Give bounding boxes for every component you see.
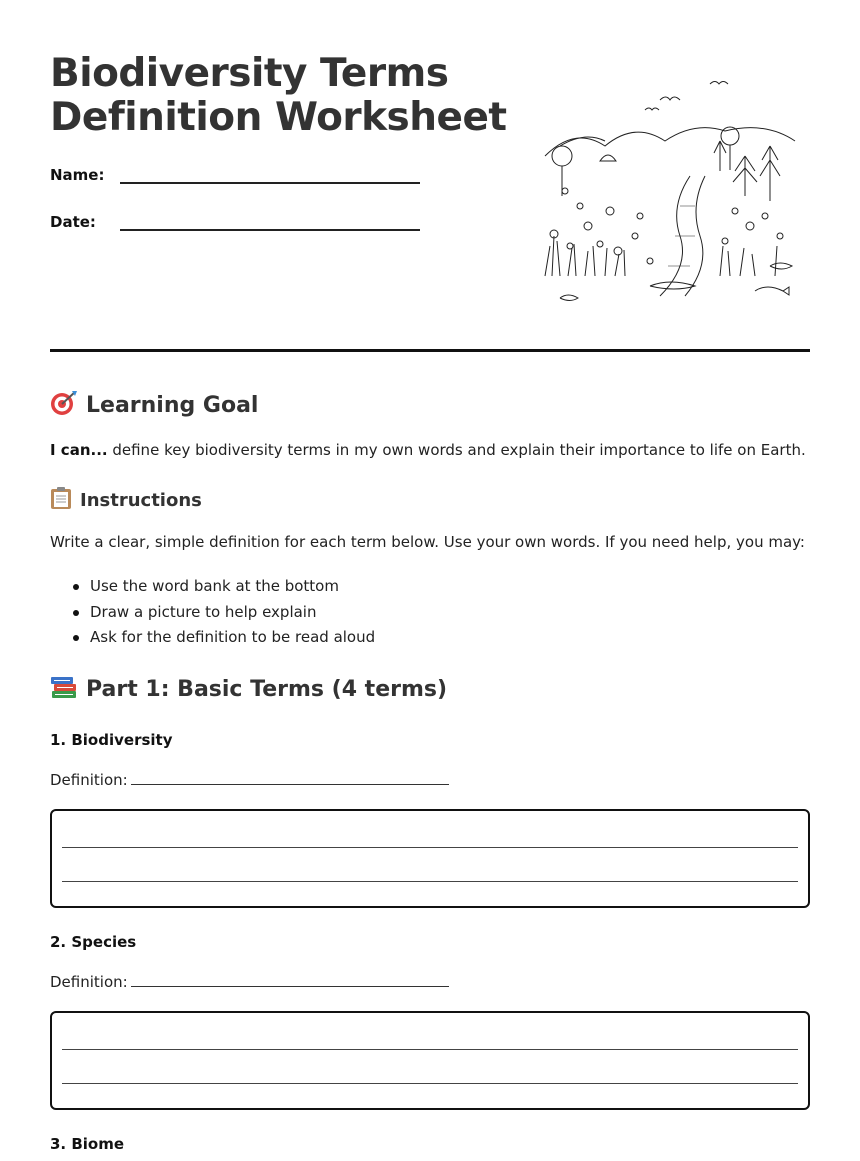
- name-label: Name:: [50, 166, 105, 184]
- instructions-title: Instructions: [80, 490, 202, 511]
- learning-goal-heading: [50, 390, 258, 418]
- header-divider: [50, 349, 810, 352]
- part1-heading: [50, 674, 447, 702]
- definition-row[interactable]: [50, 973, 449, 991]
- instructions-text: Write a clear, simple definition for each term below. Use your own words. If you need help, you may:: [50, 533, 805, 551]
- definition-blank[interactable]: [131, 772, 449, 785]
- term-biome: 3. Biome: [50, 1135, 125, 1153]
- answer-line[interactable]: [62, 881, 798, 882]
- list-item: Draw a picture to help explain: [50, 600, 375, 626]
- definition-blank[interactable]: [131, 974, 449, 987]
- term-species: 2. Species: [50, 933, 137, 951]
- part1-title: Part 1: Basic Terms (4 terms): [86, 677, 448, 702]
- learning-goal-lead: I can...: [50, 441, 108, 459]
- answer-box[interactable]: [50, 1011, 810, 1110]
- definition-row[interactable]: [50, 771, 449, 789]
- learning-goal-text: [50, 441, 810, 459]
- date-label: Date:: [50, 213, 96, 231]
- title-line-1: Biodiversity Terms: [50, 51, 449, 96]
- date-field[interactable]: [50, 213, 430, 233]
- list-item: Ask for the definition to be read aloud: [50, 625, 375, 651]
- clipboard-icon: [50, 486, 72, 510]
- answer-line[interactable]: [62, 1083, 798, 1084]
- books-icon: [50, 674, 78, 700]
- definition-label: Definition:: [50, 771, 128, 789]
- term-biodiversity: 1. Biodiversity: [50, 731, 173, 749]
- answer-line[interactable]: [62, 847, 798, 848]
- name-field[interactable]: [50, 166, 430, 186]
- learning-goal-body: define key biodiversity terms in my own words and explain their importance to life on Earth.: [107, 441, 806, 459]
- title-line-2: Definition Worksheet: [50, 95, 507, 140]
- answer-line[interactable]: [62, 1049, 798, 1050]
- learning-goal-title: Learning Goal: [86, 393, 259, 418]
- target-icon: [50, 390, 78, 416]
- name-line[interactable]: [120, 182, 420, 184]
- nature-illustration: [540, 76, 800, 306]
- instructions-heading: [50, 486, 202, 511]
- date-line[interactable]: [120, 229, 420, 231]
- definition-label: Definition:: [50, 973, 128, 991]
- list-item: Use the word bank at the bottom: [50, 574, 375, 600]
- answer-box[interactable]: [50, 809, 810, 908]
- instructions-list: [50, 574, 375, 651]
- page-title: [50, 52, 507, 140]
